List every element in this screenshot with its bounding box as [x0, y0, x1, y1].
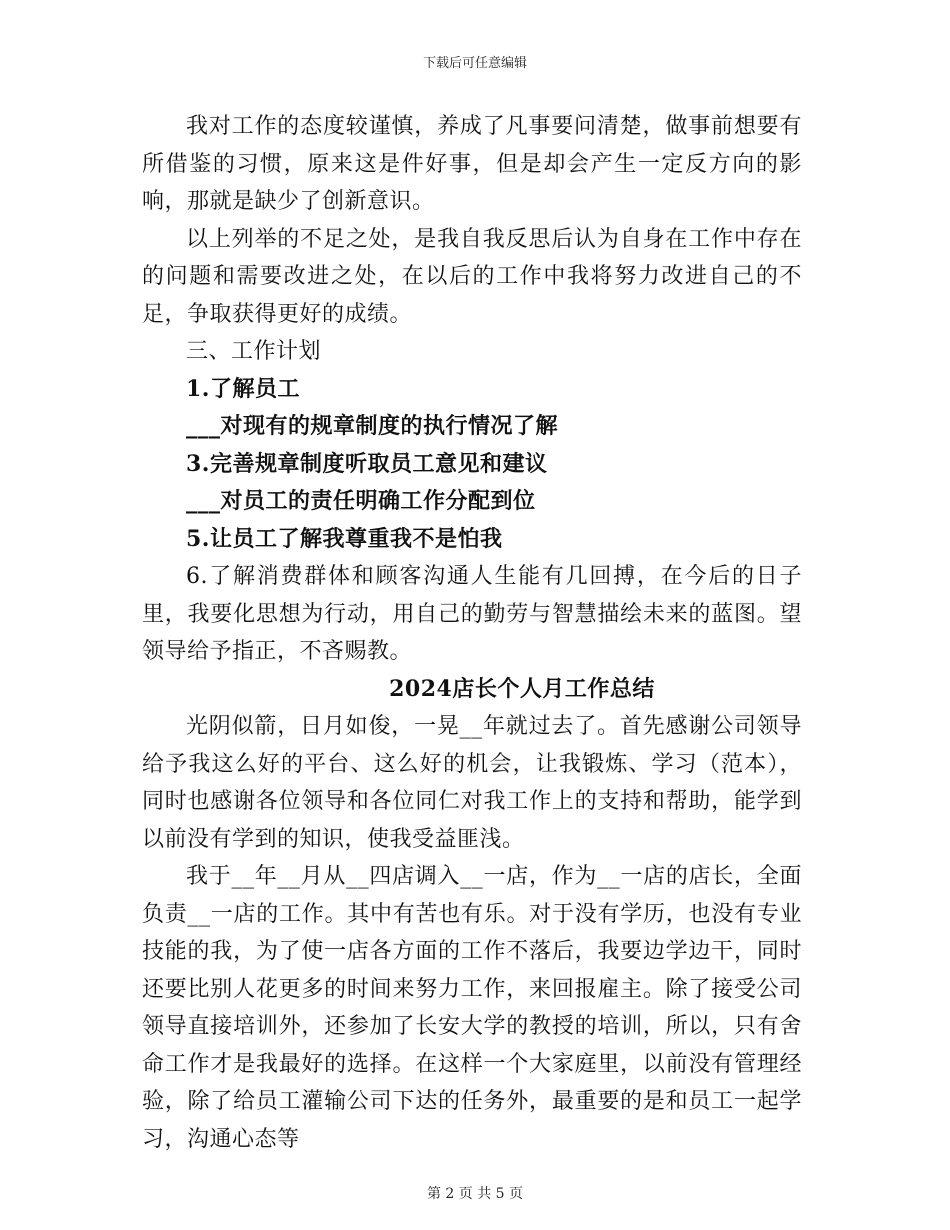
- section-heading: 三、工作计划: [186, 339, 322, 364]
- paragraph: 我对工作的态度较谨慎，养成了凡事要问清楚，做事前想要有所借鉴的习惯，原来这是件好事，但是却会产生一定反方向的影响，那就是缺少了创新意识。: [142, 114, 802, 214]
- paragraph: 我于__年__月从__四店调入__一店，作为__一店的店长，全面负责__一店的工作。其中有苦也有乐。对于没有学历，也没有专业技能的我，为了使一店各方面的工作不落后，我要边学边干，同时还要比别人花更多的时间来努力工作，来回报雇主。除了接受公司领导直接培训外，还参加了长安大学的教授的培训，所以，只有舍命工作才是我最好的选择。在这样一个大家庭里，以前没有管理经验，除了给员工灌输公司下达的任务外，最重要的是和员工一起学习，沟通心态等: [142, 864, 802, 1152]
- plan-item: ___对现有的规章制度的执行情况了解: [186, 413, 559, 439]
- plan-item-paragraph: 6.了解消费群体和顾客沟通人生能有几回搏，在今后的日子里，我要化思想为行动，用自己的勤劳与智慧描绘未来的蓝图。望领导给予指正，不吝赐教。: [142, 564, 802, 664]
- plan-item: 1.了解员工: [186, 375, 300, 402]
- paragraph: 以上列举的不足之处，是我自我反思后认为自身在工作中存在的问题和需要改进之处，在以后的工作中我将努力改进自己的不足，争取获得更好的成绩。: [142, 226, 802, 327]
- plan-item: 3.完善规章制度听取员工意见和建议: [186, 450, 548, 477]
- plan-item: 5.让员工了解我尊重我不是怕我: [186, 525, 503, 552]
- page-header: 下载后可任意编辑: [422, 56, 527, 71]
- document-body: [142, 108, 802, 1158]
- page-footer: 第 2 页 共 5 页: [426, 1186, 524, 1202]
- plan-item: ___对员工的责任明确工作分配到位: [186, 488, 536, 514]
- paragraph: 光阴似箭，日月如俊，一晃__年就过去了。首先感谢公司领导给予我这么好的平台、这么好的机会，让我锻炼、学习（范本），同时也感谢各位领导和各位同仁对我工作上的支持和帮助，能学到以前没有学到的知识，使我受益匪浅。: [142, 714, 802, 852]
- section-title: 2024店长个人月工作总结: [389, 675, 655, 702]
